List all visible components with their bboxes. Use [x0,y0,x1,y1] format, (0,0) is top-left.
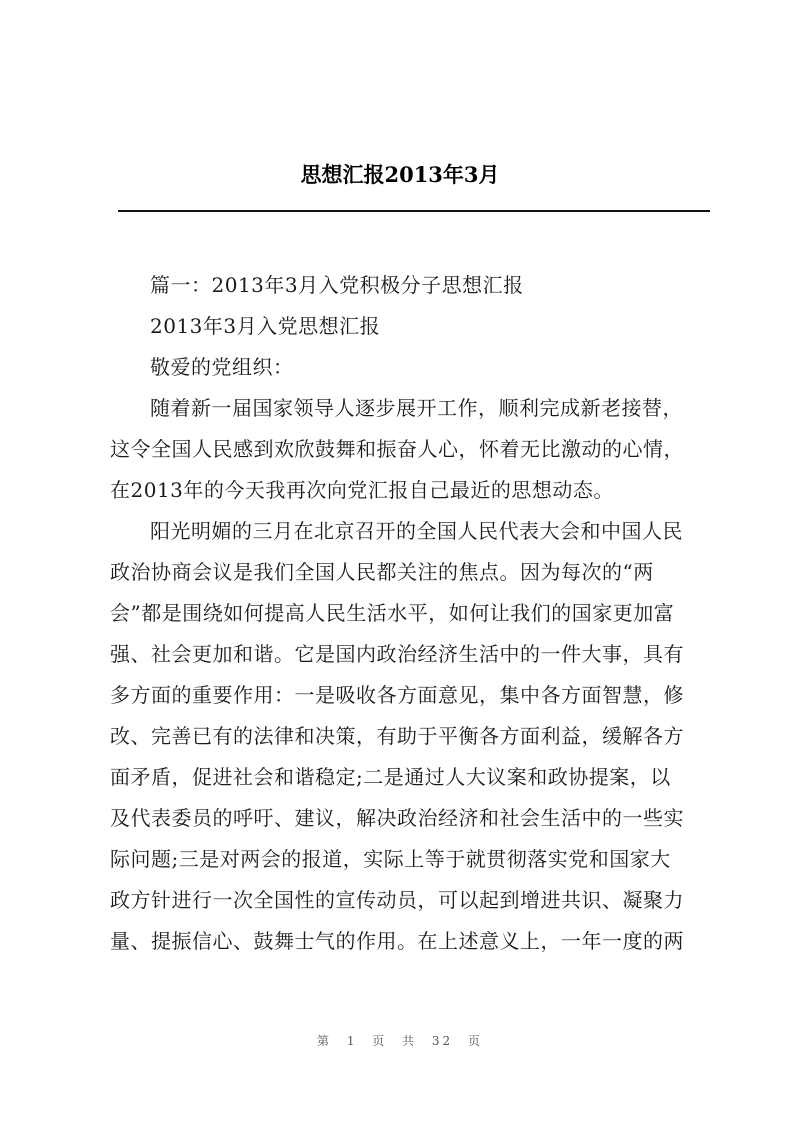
text-line: 强、社会更加和谐。它是国内政治经济生活中的一件大事，具有 [110,642,684,666]
text-line: 这令全国人民感到欢欣鼓舞和振奋人心，怀着无比激动的心情， [110,437,684,461]
page-footer: 第 1 页 共 32 页 [317,1034,483,1048]
text-line: 政方针进行一次全国性的宣传动员，可以起到增进共识、凝聚力 [110,888,684,912]
text-line: 阳光明媚的三月在北京召开的全国人民代表大会和中国人民 [150,519,683,543]
document-body [110,265,710,962]
text-line: 多方面的重要作用：一是吸收各方面意见，集中各方面智慧，修 [110,683,684,707]
text-line: 及代表委员的呼吁、建议，解决政治经济和社会生活中的一些实 [110,806,684,830]
title-divider [118,210,710,212]
text-line: 随着新一届国家领导人逐步展开工作，顺利完成新老接替， [150,396,683,420]
text-line: 会”都是围绕如何提高人民生活水平，如何让我们的国家更加富 [110,601,675,625]
document-title: 思想汇报2013年3月 [300,162,500,187]
text-line: 敬爱的党组织： [150,355,294,379]
text-line: 面矛盾，促进社会和谐稳定;二是通过人大议案和政协提案，以 [110,765,671,789]
text-line: 量、提振信心、鼓舞士气的作用。在上述意义上，一年一度的两 [110,929,684,953]
text-line: 在2013年的今天我再次向党汇报自己最近的思想动态。 [110,478,614,502]
text-line: 改、完善已有的法律和决策，有助于平衡各方面利益，缓解各方 [110,724,684,748]
text-line: 篇一：2013年3月入党积极分子思想汇报 [150,273,524,297]
text-line: 际问题;三是对两会的报道，实际上等于就贯彻落实党和国家大 [110,847,671,871]
text-line: 2013年3月入党思想汇报 [150,314,381,338]
text-line: 政治协商会议是我们全国人民都关注的焦点。因为每次的“两 [110,560,654,584]
